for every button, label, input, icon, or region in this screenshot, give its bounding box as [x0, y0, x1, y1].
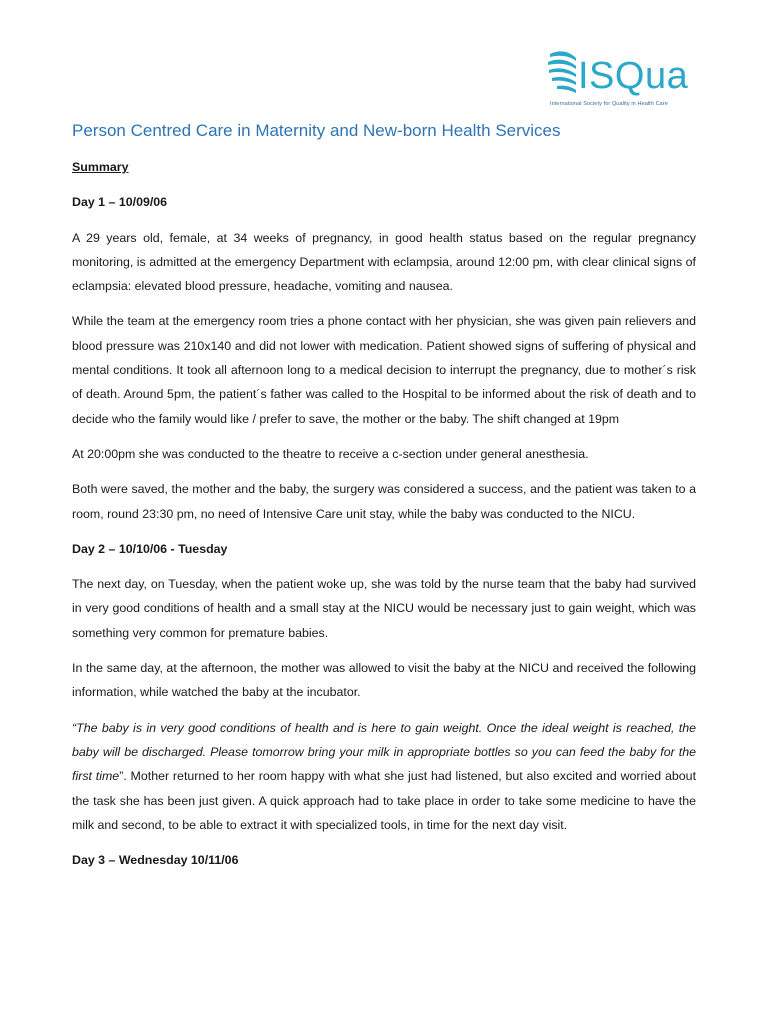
day1-paragraph-2: While the team at the emergency room tries a phone contact with her physician, she was given pain relievers and blood pressure was 210x140 and did not lower with medication. Patient showed signs of suffering of physical and mental conditions. It took all afternoon long to a medical decision to interrupt the pregnancy, due to mother´s risk of death. Around 5pm, the patient´s father was called to the Hospital to be informed about the risk of death and to decide who the family would like / prefer to save, the mother or the baby. The shift changed at 19pm: [72, 314, 696, 426]
day2-heading: Day 2 – 10/10/06 - Tuesday: [72, 541, 228, 556]
day2-paragraph-1: The next day, on Tuesday, when the patient woke up, she was told by the nurse team that the baby had survived in very good conditions of health and a small stay at the NICU would be necessary just to gain weight, which was something very common for premature babies.: [72, 577, 696, 640]
day1-paragraph-1: A 29 years old, female, at 34 weeks of pregnancy, in good health status based on the regular pregnancy monitoring, is admitted at the emergency Department with eclampsia, around 12:00 pm, with clear clinical signs of eclampsia: elevated blood pressure, headache, vomiting and nausea.: [72, 230, 696, 294]
day1-paragraph-3: At 20:00pm she was conducted to the theatre to receive a c-section under general anesthesia.: [72, 446, 589, 461]
logo-tagline: International Society for Quality in Health Care: [550, 101, 668, 107]
day1-paragraph-4: Both were saved, the mother and the baby, the surgery was considered a success, and the patient was taken to a room, round 23:30 pm, no need of Intensive Care unit stay, while the baby was conducted to the NICU.: [72, 482, 696, 521]
document-body: [72, 155, 696, 883]
day2-quote-paragraph: [72, 716, 696, 837]
nurse-quote: “The baby is in very good conditions of health and is here to gain weight. Once the ideal weight is reached, the baby will be discharged. Please tomorrow bring your milk in appropriate bottles so you can feed the baby for the first time: [72, 720, 696, 784]
isqua-logo: [548, 48, 708, 114]
document-title: Person Centred Care in Maternity and New-born Health Services: [72, 121, 561, 140]
day1-heading: Day 1 – 10/09/06: [72, 195, 168, 210]
day3-heading: Day 3 – Wednesday 10/11/06: [72, 853, 239, 868]
logo-wordmark: ISQua: [578, 55, 689, 97]
isqua-wing-icon: [548, 48, 578, 98]
summary-heading: Summary: [72, 160, 129, 174]
quote-continuation: ”. Mother returned to her room happy with what she just had listened, but also excited and worried about the task she has been just given. A quick approach had to take place in order to take some medicine to have the milk and second, to be able to extract it with specialized tools, in time for the next day visit.: [72, 769, 697, 832]
day2-paragraph-2: In the same day, at the afternoon, the mother was allowed to visit the baby at the NICU and received the following information, while watched the baby at the incubator.: [72, 661, 696, 700]
